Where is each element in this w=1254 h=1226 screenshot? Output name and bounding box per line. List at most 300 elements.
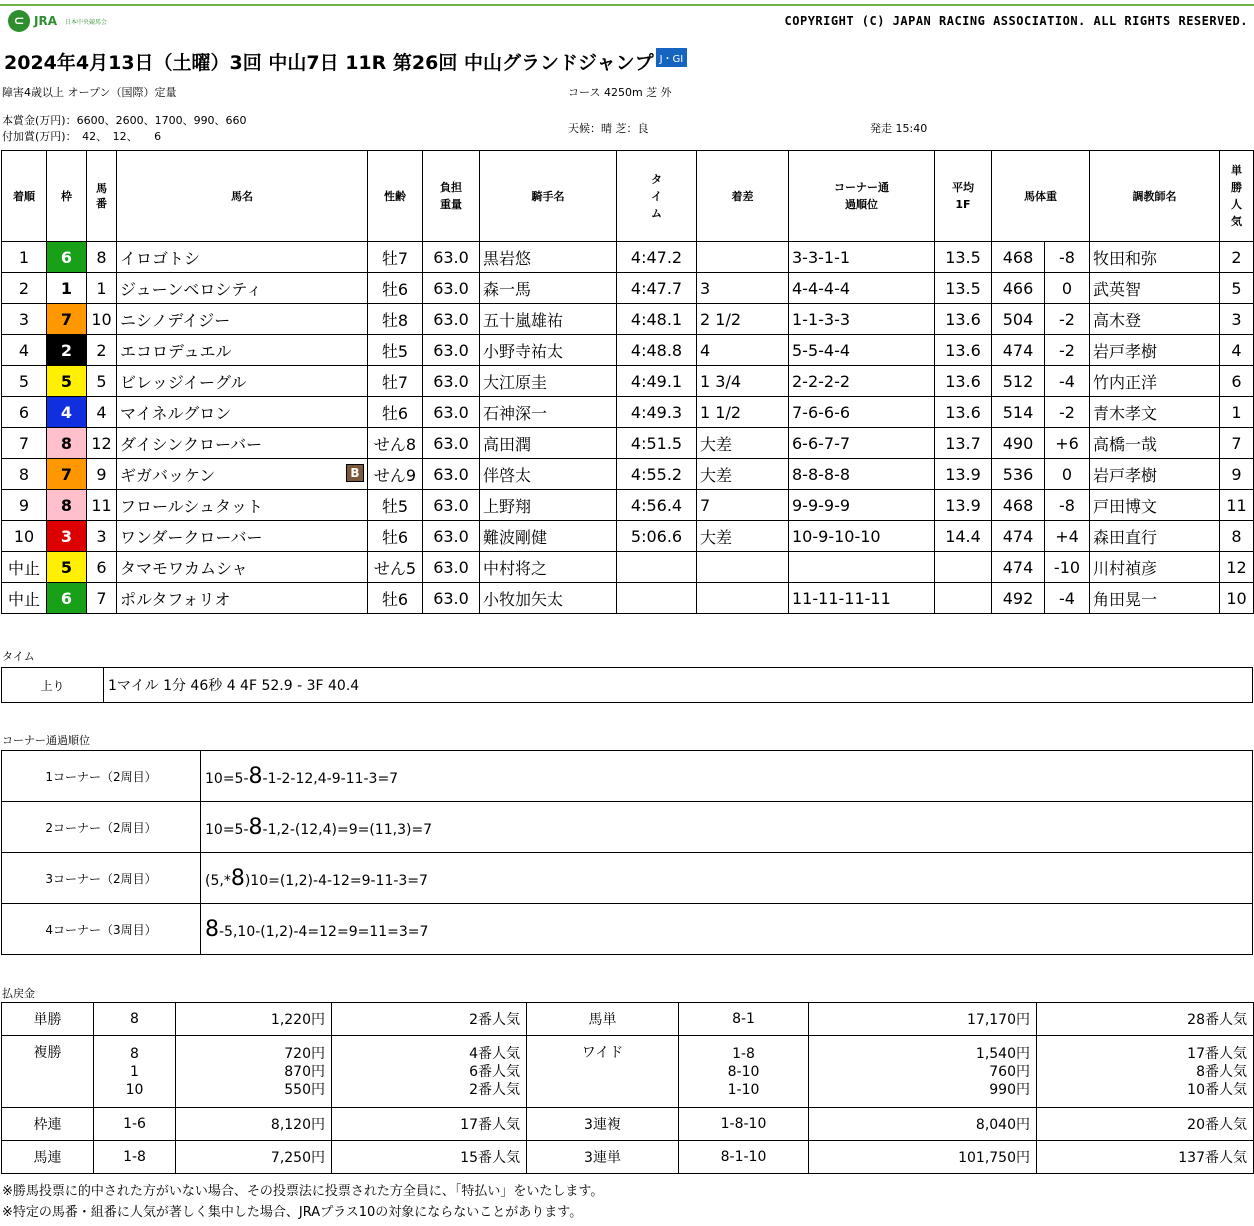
body-diff-cell: +4	[1045, 521, 1090, 552]
waku-cell: 6	[47, 583, 87, 614]
trainer-cell[interactable]: 高木登	[1090, 304, 1220, 335]
horse-name-cell[interactable]	[117, 273, 368, 304]
col-jockey: 騎手名	[480, 151, 617, 242]
weight-cell: 63.0	[423, 583, 480, 614]
col-num: 馬 番	[87, 151, 117, 242]
corner-cell: 6-6-7-7	[789, 428, 935, 459]
popularity-cell: 9	[1220, 459, 1254, 490]
time-cell: 4:47.2	[617, 242, 697, 273]
body-weight-cell: 514	[992, 397, 1045, 428]
sex-age-cell: せん8	[368, 428, 423, 459]
horse-name-cell[interactable]	[117, 428, 368, 459]
time-row	[2, 668, 1253, 703]
margin-cell: 大差	[697, 521, 789, 552]
horse-name-cell[interactable]	[117, 397, 368, 428]
jockey-cell[interactable]: 難波剛健	[480, 521, 617, 552]
corner-row	[2, 802, 1253, 853]
corner-cell: 7-6-6-6	[789, 397, 935, 428]
horse-number-cell: 10	[87, 304, 117, 335]
sanrenpuku-pop: 20番人気	[1037, 1108, 1254, 1141]
rank-cell: 3	[2, 304, 47, 335]
horse-number-cell: 11	[87, 490, 117, 521]
popularity-cell: 8	[1220, 521, 1254, 552]
time-table	[1, 667, 1253, 703]
corner-label: 3コーナー（2周目）	[2, 853, 201, 904]
jockey-cell[interactable]: 中村将之	[480, 552, 617, 583]
horse-number-cell: 12	[87, 428, 117, 459]
payout-section-label: 払戻金	[2, 987, 35, 1000]
margin-cell: 4	[697, 335, 789, 366]
waku-cell: 6	[47, 242, 87, 273]
waku-cell: 8	[47, 490, 87, 521]
sex-age-cell: 牡7	[368, 242, 423, 273]
corner-row	[2, 904, 1253, 955]
margin-cell: 大差	[697, 459, 789, 490]
payout-row-fukusho	[2, 1036, 1254, 1108]
race-course: コース 4250m 芝 外	[568, 86, 672, 99]
avg-cell: 13.6	[935, 335, 992, 366]
body-weight-cell: 468	[992, 242, 1045, 273]
sex-age-cell: 牡7	[368, 366, 423, 397]
time-section-label: タイム	[2, 650, 35, 663]
horse-name-cell[interactable]	[117, 459, 368, 490]
umatan-label: 馬単	[527, 1003, 679, 1036]
result-row	[2, 242, 1254, 273]
corner-order-post: )10=(1,2)-4-12=9-11-3=7	[244, 872, 428, 889]
corner-order-post: -1,2-(12,4)=9=(11,3)=7	[262, 821, 433, 838]
horse-number-cell: 8	[87, 242, 117, 273]
jra-logo-icon: ⊂	[8, 10, 30, 32]
corner-order-winner: 8	[230, 865, 245, 891]
wakuren-yen: 8,120円	[176, 1108, 332, 1141]
fukusho-pop: 4番人気 6番人気 2番人気	[332, 1036, 527, 1108]
col-rank: 着順	[2, 151, 47, 242]
sanrentan-nums: 8-1-10	[679, 1141, 809, 1174]
avg-cell: 13.9	[935, 490, 992, 521]
weight-cell: 63.0	[423, 273, 480, 304]
weight-cell: 63.0	[423, 335, 480, 366]
corner-table	[1, 750, 1253, 955]
trainer-cell[interactable]: 武英智	[1090, 273, 1220, 304]
time-cell: 4:48.1	[617, 304, 697, 335]
result-row	[2, 428, 1254, 459]
umatan-nums: 8-1	[679, 1003, 809, 1036]
corner-order	[201, 802, 1253, 853]
weight-cell: 63.0	[423, 521, 480, 552]
avg-cell: 13.6	[935, 304, 992, 335]
jockey-cell[interactable]: 五十嵐雄祐	[480, 304, 617, 335]
jockey-cell[interactable]: 黒岩悠	[480, 242, 617, 273]
results-header-row	[2, 151, 1254, 242]
margin-cell	[697, 552, 789, 583]
col-pop: 単 勝 人 気	[1220, 151, 1254, 242]
horse-name[interactable]: ギガバッケン	[120, 465, 216, 485]
col-avg: 平均 1F	[935, 151, 992, 242]
weight-cell: 63.0	[423, 242, 480, 273]
payout-table	[1, 1002, 1254, 1174]
sex-age-cell: せん9	[368, 459, 423, 490]
time-cell: 4:56.4	[617, 490, 697, 521]
horse-name[interactable]: ポルタフォリオ	[120, 589, 231, 609]
waku-cell: 4	[47, 397, 87, 428]
corner-order	[201, 853, 1253, 904]
fukusho-nums: 8 1 10	[94, 1036, 176, 1108]
avg-cell: 13.6	[935, 397, 992, 428]
trainer-cell[interactable]: 竹内正洋	[1090, 366, 1220, 397]
corner-row	[2, 853, 1253, 904]
body-diff-cell: -2	[1045, 397, 1090, 428]
trainer-cell[interactable]: 川村禎彦	[1090, 552, 1220, 583]
corner-cell: 3-3-1-1	[789, 242, 935, 273]
body-weight-cell: 474	[992, 521, 1045, 552]
waku-cell: 8	[47, 428, 87, 459]
waku-cell: 3	[47, 521, 87, 552]
prize-money: 本賞金(万円)：6600、2600、1700、990、660	[2, 114, 247, 127]
sex-age-cell: 牡8	[368, 304, 423, 335]
rank-cell: 10	[2, 521, 47, 552]
sanrenpuku-label: 3連複	[527, 1108, 679, 1141]
added-prize: 付加賞(万円)： 42、 12、 6	[2, 130, 162, 143]
col-trainer: 調教師名	[1090, 151, 1220, 242]
horse-name[interactable]: ビレッジイーグル	[120, 372, 247, 392]
time-cell: 4:51.5	[617, 428, 697, 459]
trainer-cell[interactable]: 岩戸孝樹	[1090, 459, 1220, 490]
time-cell: 4:55.2	[617, 459, 697, 490]
popularity-cell: 1	[1220, 397, 1254, 428]
horse-number-cell: 1	[87, 273, 117, 304]
time-value: 1マイル 1分 46秒 4 4F 52.9 - 3F 40.4	[104, 668, 1253, 703]
horse-name-cell[interactable]	[117, 366, 368, 397]
corner-cell: 5-5-4-4	[789, 335, 935, 366]
margin-cell: 大差	[697, 428, 789, 459]
weight-cell: 63.0	[423, 428, 480, 459]
jockey-cell[interactable]: 伴啓太	[480, 459, 617, 490]
horse-name[interactable]: イロゴトシ	[120, 248, 201, 268]
sex-age-cell: 牡5	[368, 490, 423, 521]
result-row	[2, 397, 1254, 428]
corner-label: 1コーナー（2周目）	[2, 751, 201, 802]
corner-cell: 1-1-3-3	[789, 304, 935, 335]
popularity-cell: 5	[1220, 273, 1254, 304]
body-diff-cell: 0	[1045, 273, 1090, 304]
horse-name[interactable]: ジューンベロシティ	[120, 279, 263, 299]
result-row	[2, 366, 1254, 397]
corner-cell	[789, 552, 935, 583]
fukusho-label: 複勝	[2, 1036, 94, 1108]
waku-cell: 5	[47, 552, 87, 583]
popularity-cell: 10	[1220, 583, 1254, 614]
waku-cell: 1	[47, 273, 87, 304]
body-weight-cell: 492	[992, 583, 1045, 614]
horse-name[interactable]: エコロデュエル	[120, 341, 232, 361]
body-weight-cell: 474	[992, 335, 1045, 366]
weight-cell: 63.0	[423, 397, 480, 428]
tansho-nums: 8	[94, 1003, 176, 1036]
jockey-cell[interactable]: 大江原圭	[480, 366, 617, 397]
jockey-cell[interactable]: 小牧加矢太	[480, 583, 617, 614]
corner-order-post: -1-2-12,4-9-11-3=7	[262, 770, 399, 787]
margin-cell	[697, 242, 789, 273]
wide-label: ワイド	[527, 1036, 679, 1108]
avg-cell: 13.5	[935, 273, 992, 304]
avg-cell: 14.4	[935, 521, 992, 552]
popularity-cell: 12	[1220, 552, 1254, 583]
waku-cell: 5	[47, 366, 87, 397]
corner-order-winner: 8	[248, 763, 263, 789]
horse-number-cell: 3	[87, 521, 117, 552]
horse-number-cell: 6	[87, 552, 117, 583]
margin-cell	[697, 583, 789, 614]
popularity-cell: 6	[1220, 366, 1254, 397]
jockey-cell[interactable]: 高田潤	[480, 428, 617, 459]
grade-badge: J・GI	[656, 48, 688, 67]
time-cell: 4:49.1	[617, 366, 697, 397]
body-diff-cell: -2	[1045, 335, 1090, 366]
trainer-cell[interactable]: 牧田和弥	[1090, 242, 1220, 273]
margin-cell: 7	[697, 490, 789, 521]
horse-name-cell[interactable]	[117, 552, 368, 583]
umaren-label: 馬連	[2, 1141, 94, 1174]
horse-name-cell[interactable]	[117, 490, 368, 521]
jra-logo[interactable]	[8, 10, 107, 32]
trainer-cell[interactable]: 青木孝文	[1090, 397, 1220, 428]
body-diff-cell: 0	[1045, 459, 1090, 490]
umatan-yen: 17,170円	[809, 1003, 1037, 1036]
horse-name[interactable]: マイネルグロン	[120, 403, 232, 423]
body-weight-cell: 474	[992, 552, 1045, 583]
jockey-cell[interactable]: 上野翔	[480, 490, 617, 521]
body-weight-cell: 536	[992, 459, 1045, 490]
result-row	[2, 273, 1254, 304]
body-weight-cell: 490	[992, 428, 1045, 459]
tansho-label: 単勝	[2, 1003, 94, 1036]
header-line	[0, 4, 1254, 6]
result-row	[2, 490, 1254, 521]
body-diff-cell: -4	[1045, 583, 1090, 614]
col-corner: コーナー通 過順位	[789, 151, 935, 242]
jockey-cell[interactable]: 石神深一	[480, 397, 617, 428]
horse-name[interactable]: ダイシンクローバー	[120, 434, 263, 454]
wakuren-nums: 1-6	[94, 1108, 176, 1141]
note-2: ※特定の馬番・組番に人気が著しく集中した場合、JRAプラス10の対象にならないことがあります。	[2, 1205, 583, 1220]
avg-cell	[935, 583, 992, 614]
time-cell	[617, 552, 697, 583]
corner-order-pre: (5,*	[205, 872, 231, 889]
weather: 天候：晴 芝：良	[568, 122, 649, 135]
race-title-text: 2024年4月13日（土曜）3回 中山7日 11R 第26回 中山グランドジャンプ	[4, 52, 654, 74]
corner-cell: 2-2-2-2	[789, 366, 935, 397]
rank-cell: 中止	[2, 552, 47, 583]
corner-order-pre: 10=5-	[205, 770, 249, 787]
col-horse: 馬名	[117, 151, 368, 242]
avg-cell: 13.9	[935, 459, 992, 490]
avg-cell	[935, 552, 992, 583]
corner-cell: 10-9-10-10	[789, 521, 935, 552]
popularity-cell: 11	[1220, 490, 1254, 521]
sanrenpuku-nums: 1-8-10	[679, 1108, 809, 1141]
payout-row-umaren	[2, 1141, 1254, 1174]
rank-cell: 1	[2, 242, 47, 273]
sanrentan-yen: 101,750円	[809, 1141, 1037, 1174]
logo-subtext: 日本中央競馬会	[65, 18, 108, 26]
horse-name[interactable]: ニシノデイジー	[120, 310, 231, 330]
payout-row-wakuren	[2, 1108, 1254, 1141]
popularity-cell: 7	[1220, 428, 1254, 459]
rank-cell: 4	[2, 335, 47, 366]
horse-name[interactable]: タマモワカムシャ	[120, 558, 248, 578]
margin-cell: 3	[697, 273, 789, 304]
waku-cell: 7	[47, 304, 87, 335]
body-weight-cell: 466	[992, 273, 1045, 304]
trainer-cell[interactable]: 森田直行	[1090, 521, 1220, 552]
margin-cell: 2 1/2	[697, 304, 789, 335]
corner-label: 4コーナー（3周目）	[2, 904, 201, 955]
wakuren-pop: 17番人気	[332, 1108, 527, 1141]
payout-row-tansho	[2, 1003, 1254, 1036]
horse-number-cell: 5	[87, 366, 117, 397]
avg-cell: 13.6	[935, 366, 992, 397]
time-cell: 4:49.3	[617, 397, 697, 428]
waku-cell: 2	[47, 335, 87, 366]
wide-yen: 1,540円 760円 990円	[809, 1036, 1037, 1108]
col-waku: 枠	[47, 151, 87, 242]
horse-number-cell: 4	[87, 397, 117, 428]
body-weight-cell: 504	[992, 304, 1045, 335]
horse-number-cell: 2	[87, 335, 117, 366]
body-weight-cell: 468	[992, 490, 1045, 521]
horse-name[interactable]: フロールシュタット	[120, 496, 263, 516]
time-row-label: 上り	[2, 668, 104, 703]
waku-cell: 7	[47, 459, 87, 490]
weight-cell: 63.0	[423, 459, 480, 490]
umaren-nums: 1-8	[94, 1141, 176, 1174]
trainer-cell[interactable]: 角田晃一	[1090, 583, 1220, 614]
sex-age-cell: 牡6	[368, 273, 423, 304]
body-diff-cell: -8	[1045, 490, 1090, 521]
corner-section-label: コーナー通過順位	[2, 734, 90, 747]
corner-cell: 8-8-8-8	[789, 459, 935, 490]
corner-row	[2, 751, 1253, 802]
avg-cell: 13.5	[935, 242, 992, 273]
corner-cell: 4-4-4-4	[789, 273, 935, 304]
rank-cell: 5	[2, 366, 47, 397]
corner-order-winner: 8	[205, 916, 219, 942]
trainer-cell[interactable]: 高橋一哉	[1090, 428, 1220, 459]
col-time: タ イ ム	[617, 151, 697, 242]
rank-cell: 8	[2, 459, 47, 490]
result-row	[2, 521, 1254, 552]
umaren-yen: 7,250円	[176, 1141, 332, 1174]
blinker-icon: B	[346, 464, 364, 482]
wakuren-label: 枠連	[2, 1108, 94, 1141]
result-row	[2, 552, 1254, 583]
body-diff-cell: -10	[1045, 552, 1090, 583]
col-sex: 性齢	[368, 151, 423, 242]
sex-age-cell: 牡5	[368, 335, 423, 366]
fukusho-yen: 720円 870円 550円	[176, 1036, 332, 1108]
weight-cell: 63.0	[423, 552, 480, 583]
corner-order	[201, 904, 1253, 955]
start-time: 発走 15:40	[870, 122, 928, 135]
result-row	[2, 583, 1254, 614]
popularity-cell: 3	[1220, 304, 1254, 335]
jockey-cell[interactable]: 森一馬	[480, 273, 617, 304]
horse-number-cell: 9	[87, 459, 117, 490]
logo-text: JRA	[34, 14, 57, 28]
sanrenpuku-yen: 8,040円	[809, 1108, 1037, 1141]
trainer-cell[interactable]: 戸田博文	[1090, 490, 1220, 521]
popularity-cell: 4	[1220, 335, 1254, 366]
col-body: 馬体重	[992, 151, 1090, 242]
umaren-pop: 15番人気	[332, 1141, 527, 1174]
col-weight: 負担 重量	[423, 151, 480, 242]
body-diff-cell: -2	[1045, 304, 1090, 335]
sanrentan-label: 3連単	[527, 1141, 679, 1174]
body-weight-cell: 512	[992, 366, 1045, 397]
margin-cell: 1 1/2	[697, 397, 789, 428]
copyright: COPYRIGHT (C) JAPAN RACING ASSOCIATION. ALL RIGHTS RESERVED.	[784, 14, 1248, 28]
margin-cell: 1 3/4	[697, 366, 789, 397]
weight-cell: 63.0	[423, 366, 480, 397]
umatan-pop: 28番人気	[1037, 1003, 1254, 1036]
corner-cell: 9-9-9-9	[789, 490, 935, 521]
corner-order-pre: 10=5-	[205, 821, 249, 838]
corner-cell: 11-11-11-11	[789, 583, 935, 614]
sex-age-cell: 牡6	[368, 583, 423, 614]
tansho-pop: 2番人気	[332, 1003, 527, 1036]
wide-nums: 1-8 8-10 1-10	[679, 1036, 809, 1108]
race-title	[4, 48, 687, 75]
horse-number-cell: 7	[87, 583, 117, 614]
body-diff-cell: -8	[1045, 242, 1090, 273]
wide-pop: 17番人気 8番人気 10番人気	[1037, 1036, 1254, 1108]
sex-age-cell: せん5	[368, 552, 423, 583]
weight-cell: 63.0	[423, 304, 480, 335]
sanrentan-pop: 137番人気	[1037, 1141, 1254, 1174]
horse-name-cell[interactable]	[117, 242, 368, 273]
time-cell	[617, 583, 697, 614]
horse-name[interactable]: ワンダークローバー	[120, 527, 263, 547]
col-margin: 着差	[697, 151, 789, 242]
trainer-cell[interactable]: 岩戸孝樹	[1090, 335, 1220, 366]
time-cell: 5:06.6	[617, 521, 697, 552]
rank-cell: 9	[2, 490, 47, 521]
tansho-yen: 1,220円	[176, 1003, 332, 1036]
avg-cell: 13.7	[935, 428, 992, 459]
time-cell: 4:48.8	[617, 335, 697, 366]
rank-cell: 中止	[2, 583, 47, 614]
body-diff-cell: +6	[1045, 428, 1090, 459]
rank-cell: 2	[2, 273, 47, 304]
result-row	[2, 335, 1254, 366]
result-row	[2, 459, 1254, 490]
result-row	[2, 304, 1254, 335]
jockey-cell[interactable]: 小野寺祐太	[480, 335, 617, 366]
corner-order	[201, 751, 1253, 802]
time-cell: 4:47.7	[617, 273, 697, 304]
note-1: ※勝馬投票に的中された方がいない場合、その投票法に投票された方全員に、「特払い」をいたします。	[2, 1184, 604, 1199]
horse-name-cell[interactable]	[117, 335, 368, 366]
results-table	[1, 150, 1254, 614]
sex-age-cell: 牡6	[368, 521, 423, 552]
horse-name-cell[interactable]	[117, 521, 368, 552]
sex-age-cell: 牡6	[368, 397, 423, 428]
horse-name-cell[interactable]	[117, 583, 368, 614]
corner-order-winner: 8	[248, 814, 263, 840]
horse-name-cell[interactable]	[117, 304, 368, 335]
rank-cell: 6	[2, 397, 47, 428]
popularity-cell: 2	[1220, 242, 1254, 273]
